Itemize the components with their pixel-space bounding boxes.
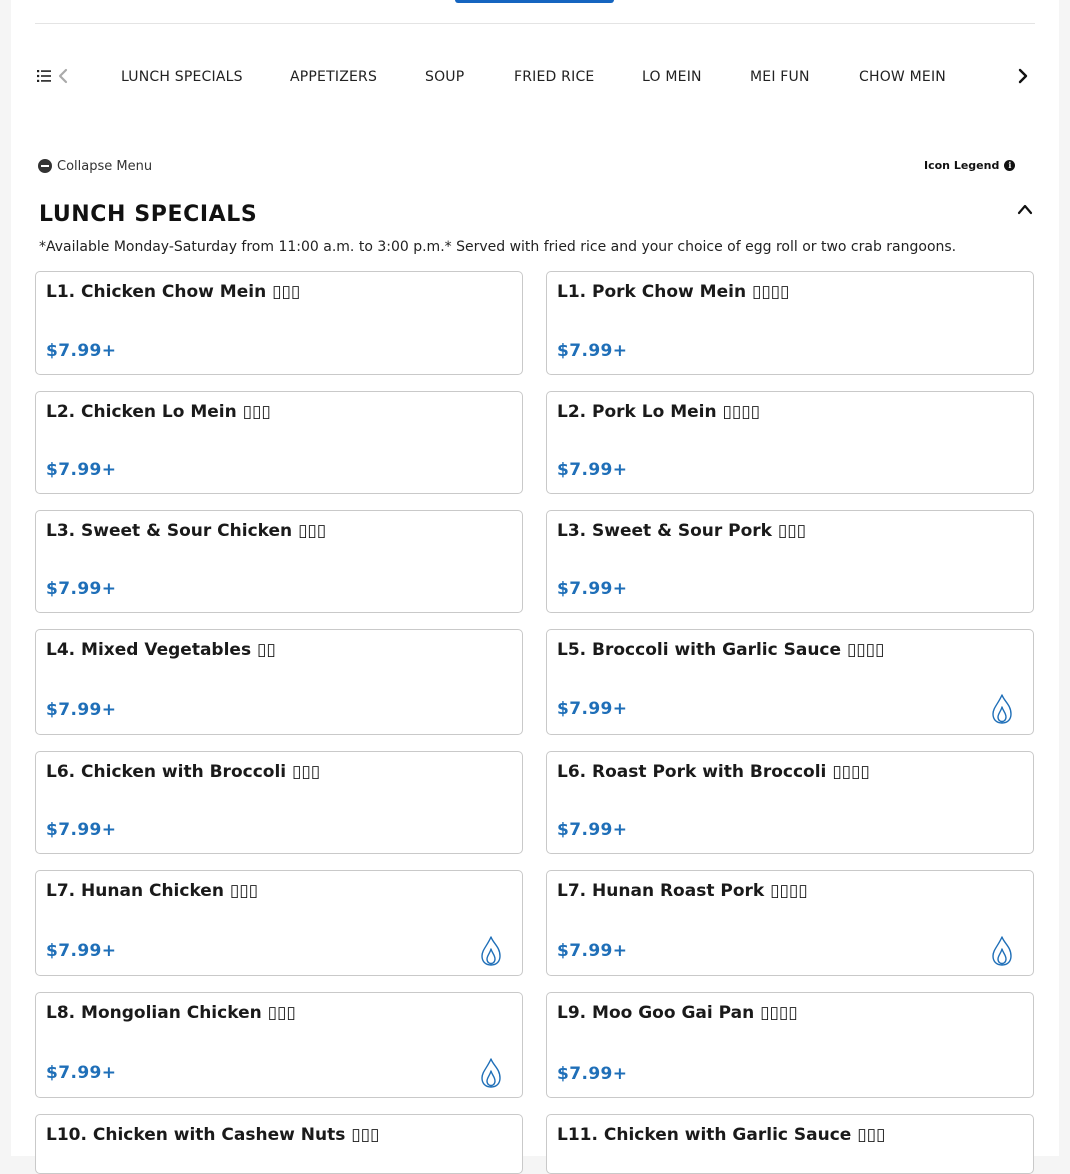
item-price: $7.99+ [46,1063,117,1083]
menu-item-card[interactable] [546,629,1034,735]
spicy-flame-icon [478,1057,504,1089]
item-name: L1. Pork Chow Mein [557,282,747,302]
item-glyphs: ▯▯▯ [267,1003,296,1023]
spicy-flame-icon [989,693,1015,725]
item-price: $7.99+ [46,700,117,720]
tab-soup[interactable]: SOUP [425,69,465,85]
item-name-row [557,282,789,302]
item-glyphs: ▯▯ [256,640,276,660]
spicy-flame-icon [478,935,504,967]
item-name: L1. Chicken Chow Mein [46,282,267,302]
item-name: L5. Broccoli with Garlic Sauce [557,640,842,660]
item-name-row [46,282,300,302]
collapse-menu-label: Collapse Menu [57,158,153,174]
menu-item-card[interactable] [546,271,1034,375]
item-name: L8. Mongolian Chicken [46,1003,262,1023]
item-name-row [46,521,326,541]
item-glyphs: ▯▯▯ [242,402,271,422]
item-glyphs: ▯▯▯▯ [722,402,760,422]
item-price: $7.99+ [557,699,628,719]
item-name: L4. Mixed Vegetables [46,640,252,660]
menu-item-card[interactable] [546,1114,1034,1174]
item-glyphs: ▯▯▯ [292,762,321,782]
section-description: *Available Monday-Saturday from 11:00 a.m. to 3:00 p.m.* Served with fried rice and your choice of egg roll or two crab rangoons. [39,239,957,255]
item-glyphs: ▯▯▯▯ [751,282,790,302]
item-name-row [557,762,870,782]
menu-item-card[interactable] [35,510,523,613]
tab-fried-rice[interactable]: FRIED RICE [514,69,595,85]
item-name: L7. Hunan Chicken [46,881,224,901]
item-glyphs: ▯▯▯▯ [770,881,808,901]
item-price: $7.99+ [557,941,628,961]
tab-lunch-specials[interactable]: LUNCH SPECIALS [121,69,243,85]
item-glyphs: ▯▯▯ [298,521,327,541]
item-price: $7.99+ [46,460,117,480]
category-nav [35,58,1035,98]
item-glyphs: ▯▯▯ [351,1125,380,1145]
item-glyphs: ▯▯▯ [857,1125,886,1145]
menu-item-card[interactable] [35,629,523,735]
top-action-button[interactable] [455,0,614,3]
section-title: LUNCH SPECIALS [39,202,258,227]
menu-page [11,0,1059,1156]
item-name: L2. Chicken Lo Mein [46,402,237,422]
item-name-row [557,1125,885,1145]
menu-item-card[interactable] [35,1114,523,1174]
item-name: L3. Sweet & Sour Chicken [46,521,293,541]
item-glyphs: ▯▯▯ [272,282,301,302]
item-price: $7.99+ [557,1064,628,1084]
item-price: $7.99+ [46,579,117,599]
item-name: L9. Moo Goo Gai Pan [557,1003,755,1023]
icon-legend-label: Icon Legend [924,158,1000,172]
divider [35,23,1035,24]
tab-lo-mein[interactable]: LO MEIN [642,69,702,85]
item-price: $7.99+ [557,820,628,840]
menu-item-card[interactable] [35,391,523,494]
item-name-row [557,640,884,660]
item-name: L2. Pork Lo Mein [557,402,717,422]
item-name: L6. Chicken with Broccoli [46,762,287,782]
item-name-row [46,1125,379,1145]
chevron-right-icon[interactable] [1015,68,1031,84]
item-glyphs: ▯▯▯▯ [846,640,885,660]
item-name-row [46,881,258,901]
menu-item-card[interactable] [546,391,1034,494]
item-price: $7.99+ [557,341,628,361]
item-name-row [46,640,276,660]
item-price: $7.99+ [46,941,117,961]
item-glyphs: ▯▯▯▯ [832,762,870,782]
collapse-menu-button[interactable] [38,157,152,175]
menu-item-card[interactable] [35,271,523,375]
item-name-row [46,1003,296,1023]
item-name-row [557,881,808,901]
item-name-row [46,762,320,782]
item-name: L6. Roast Pork with Broccoli [557,762,827,782]
item-price: $7.99+ [557,579,628,599]
item-name: L10. Chicken with Cashew Nuts [46,1125,346,1145]
item-price: $7.99+ [46,341,117,361]
spicy-flame-icon [989,935,1015,967]
item-name: L7. Hunan Roast Pork [557,881,765,901]
item-price: $7.99+ [557,460,628,480]
menu-item-card[interactable] [35,870,523,976]
menu-item-card[interactable] [35,751,523,854]
item-name-row [46,402,271,422]
item-glyphs: ▯▯▯ [229,881,258,901]
menu-item-card[interactable] [546,992,1034,1098]
item-name-row [557,402,760,422]
menu-item-card[interactable] [546,870,1034,976]
info-icon: i [1004,160,1015,171]
item-price: $7.99+ [46,820,117,840]
item-glyphs: ▯▯▯ [777,521,806,541]
menu-item-card[interactable] [546,751,1034,854]
tab-mei-fun[interactable]: MEI FUN [750,69,810,85]
item-name-row [557,1003,798,1023]
icon-legend-button[interactable] [924,157,1015,173]
item-name: L3. Sweet & Sour Pork [557,521,772,541]
list-icon[interactable] [37,69,51,83]
menu-item-card[interactable] [35,992,523,1098]
item-name-row [557,521,806,541]
minus-circle-icon [38,159,52,173]
item-glyphs: ▯▯▯▯ [760,1003,798,1023]
tab-appetizers[interactable]: APPETIZERS [290,69,378,85]
chevron-up-icon[interactable] [1017,202,1033,216]
menu-item-card[interactable] [546,510,1034,613]
item-name: L11. Chicken with Garlic Sauce [557,1125,852,1145]
tab-chow-mein[interactable]: CHOW MEIN [859,69,946,85]
chevron-left-icon[interactable] [58,68,68,84]
